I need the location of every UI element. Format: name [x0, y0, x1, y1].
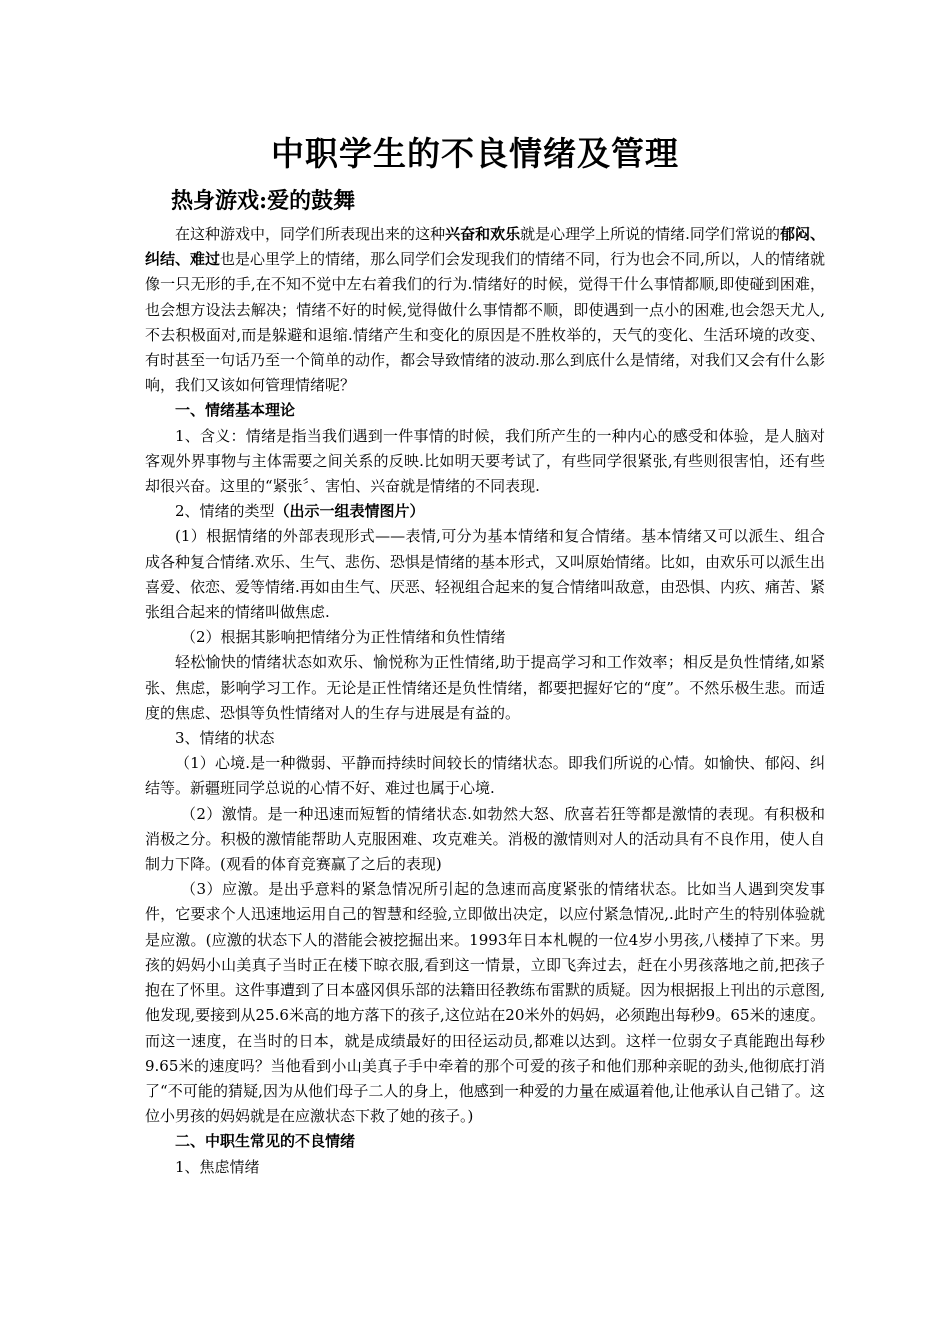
paragraph-meaning: 1、含义：情绪是指当我们遇到一件事情的时候，我们所产生的一种内心的感受和体验，是人脑对客观外界事物与主体需要之间关系的反映.比如明天要考试了，有些同学很紧张,有些则很害怕，还有些却很兴奋。这里的“紧张〞、害怕、兴奋就是情绪的不同表现.: [145, 426, 825, 496]
document-body: [145, 222, 825, 1180]
section-heading-2: 二、中职生常见的不良情绪: [175, 1132, 356, 1151]
paragraph-types-2: （2）根据其影响把情绪分为正性情绪和负性情绪: [181, 628, 506, 647]
paragraph-types-heading: [145, 499, 825, 524]
intro-paragraph: [145, 222, 825, 398]
types-bold: （出示一组表情图片）: [274, 502, 425, 521]
intro-text-1: 在这种游戏中，同学们所表现出来的这种: [175, 225, 446, 243]
intro-text-2: 就是心理学上所说的情绪.同学们常说的: [520, 225, 780, 243]
paragraph-states-heading: 3、情绪的状态: [175, 729, 275, 748]
subtitle: 热身游戏:爱的鼓舞: [171, 188, 356, 214]
paragraph-stress: （3）应激。是出乎意料的紧急情况所引起的急速而高度紧张的情绪状态。比如当人遇到突发事件，它要求个人迅速地运用自己的智慧和经验,立即做出决定，以应付紧急情况,.此时产生的特别体验就是应激。(应激的状态下人的潜能会被挖掘出来。1993年日本札幌的一位4岁小男孩,八楼掉了下来。男孩的妈妈小山美真子当时正在楼下晾衣服,看到这一情景，立即飞奔过去，赶在小男孩落地之前,把孩子抱在了怀里。这件事遭到了日本盛冈俱乐部的法籍田径教练布雷默的质疑。因为根据报上刊出的示意图,他发现,要接到从25.6米高的地方落下的孩子,这位站在20米外的妈妈，必须跑出每秒9。65米的速度。而这一速度，在当时的日本，就是成绩最好的田径运动员,都难以达到。这样一位弱女子真能跑出每秒9.65米的速度吗？当他看到小山美真子手中牵着的那个可爱的孩子和他们那种亲昵的劲头,他彻底打消了“不可能的猜疑,因为从他们母子二人的身上，他感到一种爱的力量在威逼着他,让他承认自己错了。这位小男孩的妈妈就是在应激状态下救了她的孩子。): [145, 880, 825, 1126]
paragraph-passion: （2）激情。是一种迅速而短暂的情绪状态.如勃然大怒、欣喜若狂等都是激情的表现。有积极和消极之分。积极的激情能帮助人克服困难、攻克难关。消极的激情则对人的活动具有不良作用，使人自制力下降。(观看的体育竞赛赢了之后的表现): [145, 804, 825, 874]
page-title: 中职学生的不良情绪及管理: [271, 134, 679, 173]
paragraph-types-2-body: 轻松愉快的情绪状态如欢乐、愉悦称为正性情绪,助于提高学习和工作效率；相反是负性情绪,如紧张、焦虑，影响学习工作。无论是正性情绪还是负性情绪，都要把握好它的“度”。不然乐极生悲。而适度的焦虑、恐惧等负性情绪对人的生存与进展是有益的。: [145, 653, 825, 722]
paragraph-types-1: (1）根据情绪的外部表现形式——表情,可分为基本情绪和复合情绪。基本情绪又可以派生、组合成各种复合情绪.欢乐、生气、悲伤、恐惧是情绪的基本形式，又叫原始情绪。比如，由欢乐可以派生出喜爱、依恋、爱等情绪.再如由生气、厌恶、轻视组合起来的复合情绪叫敌意，由恐惧、内疚、痛苦、紧张组合起来的情绪叫做焦虑.: [145, 527, 825, 622]
paragraph-anxiety: 1、焦虑情绪: [175, 1157, 260, 1176]
intro-text-3: 也是心里学上的情绪，那么同学们会发现我们的情绪不同，行为也会不同,所以，人的情绪就像一只无形的手,在不知不觉中左右着我们的行为.情绪好的时候，觉得干什么事情都顺,即使碰到困难，也会想方设法去解决；情绪不好的时候,觉得做什么事情都不顺，即使遇到一点小的困难,也会怨天尤人,不去积极面对,而是躲避和退缩.情绪产生和变化的原因是不胜枚举的，天气的变化、生活环境的改变、有时甚至一句话乃至一个简单的动作，都会导致情绪的波动.那么到底什么是情绪，对我们又会有什么影响，我们又该如何管理情绪呢？: [145, 250, 825, 395]
paragraph-mood: （1）心境.是一种微弱、平静而持续时间较长的情绪状态。即我们所说的心情。如愉快、郁闷、纠结等。新疆班同学总说的心情不好、难过也属于心境.: [145, 754, 825, 798]
intro-bold-2: 郁闷、纠结、难过: [145, 225, 825, 269]
section-heading-1: 一、情绪基本理论: [175, 401, 296, 420]
types-text: 2、情绪的类型: [175, 502, 275, 521]
intro-bold-1: 兴奋和欢乐: [445, 225, 521, 243]
